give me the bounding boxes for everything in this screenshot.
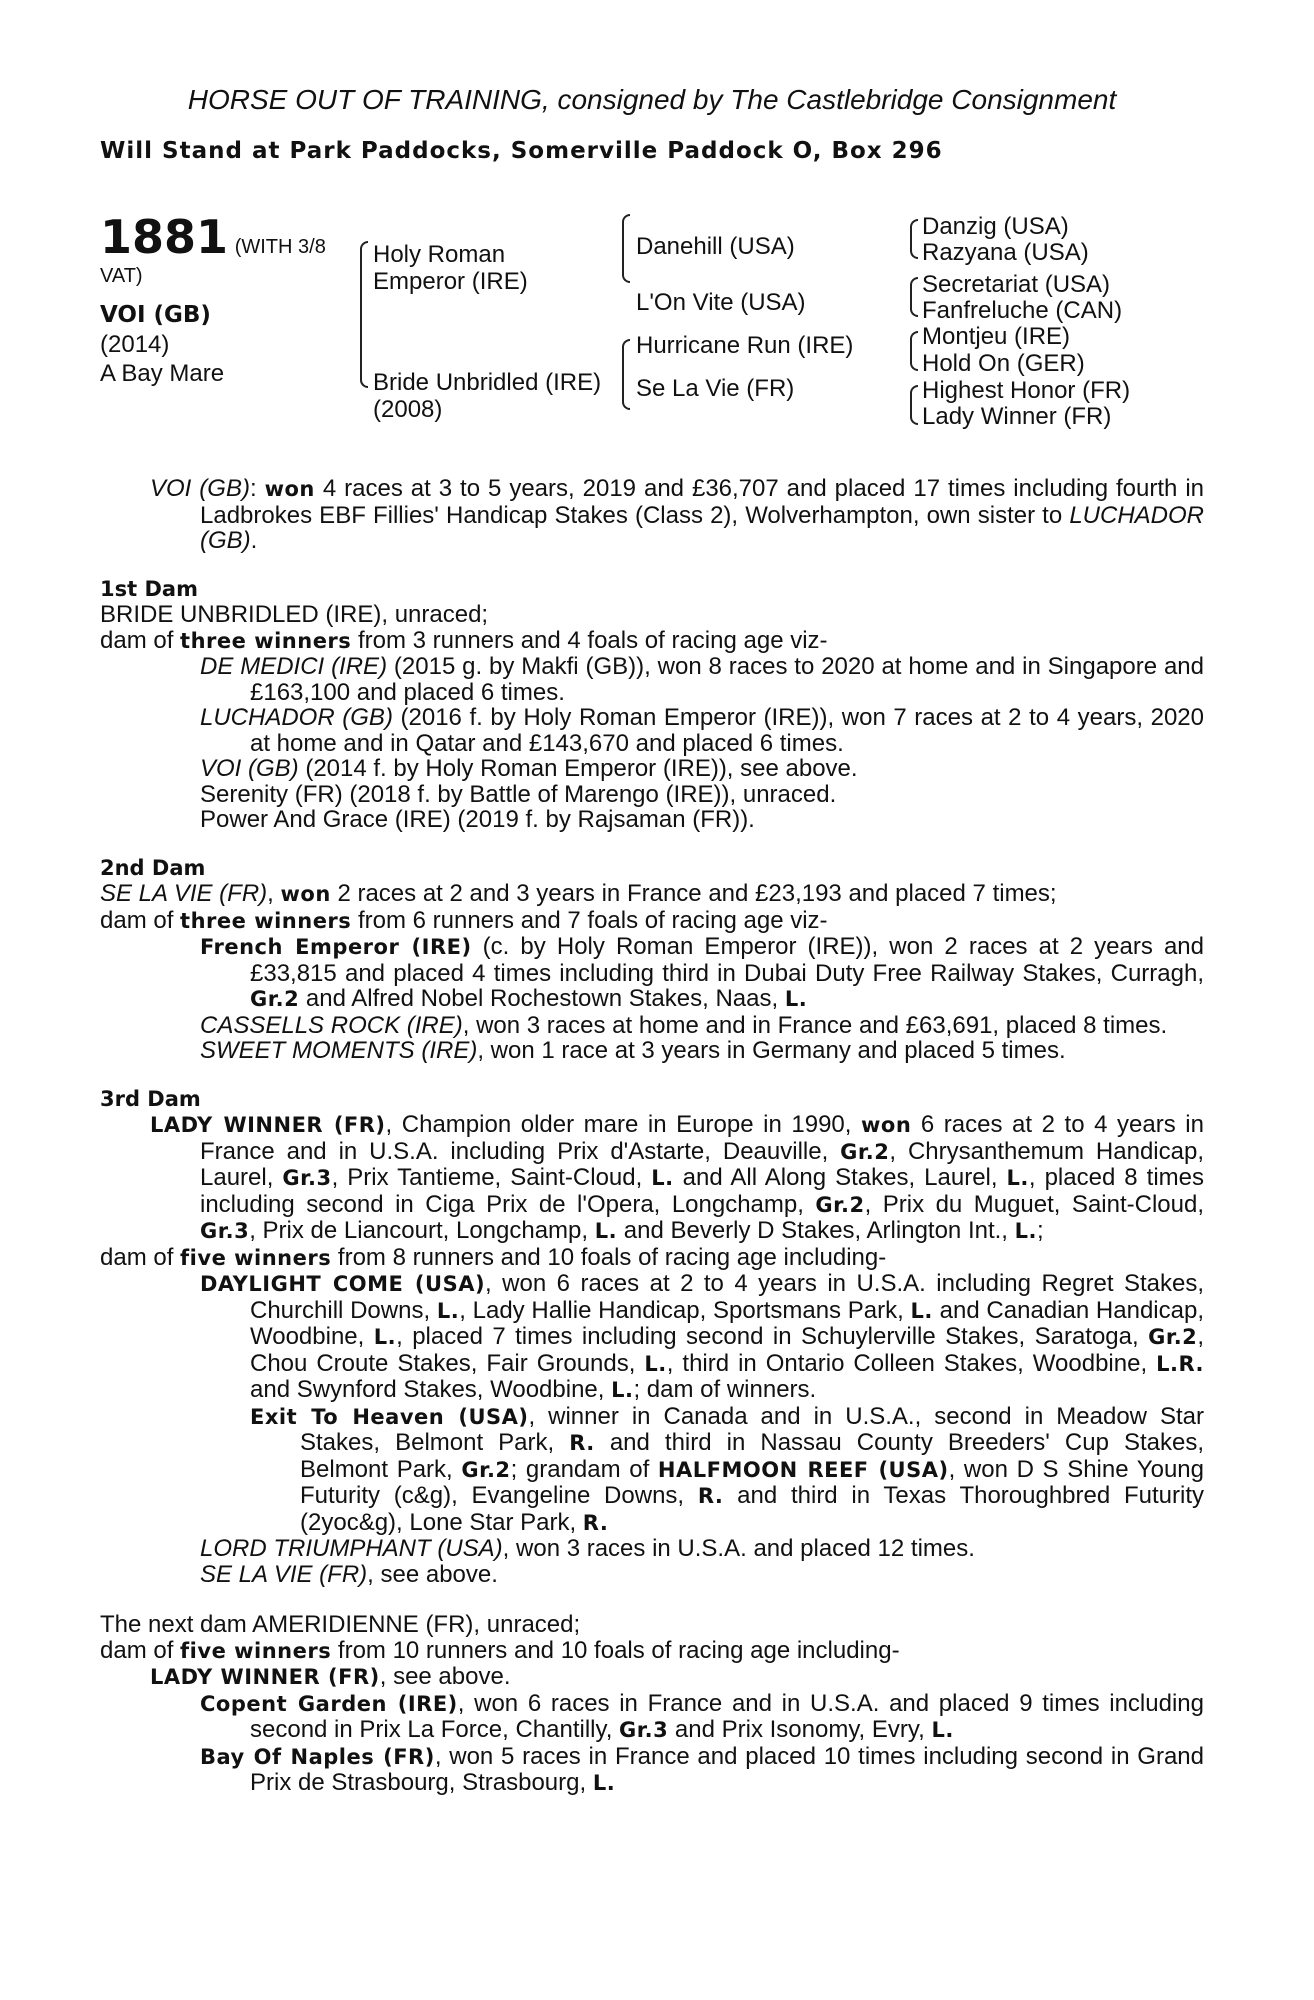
produce-lady-winner: LADY WINNER (FR), see above. (150, 1663, 511, 1690)
catalogue-page (100, 84, 1205, 1796)
pedigree-dss: Montjeu (IRE) (922, 323, 1071, 350)
pedigree-notes (100, 476, 1204, 1797)
produce-voi: VOI (GB) (2014 f. by Holy Roman Emperor (IRE)), see above. (200, 755, 858, 782)
pedigree-ssd: Razyana (USA) (922, 239, 1089, 266)
pedigree-dam: Bride Unbridled (IRE) (2008) (373, 369, 602, 423)
ds-brace (910, 331, 918, 371)
ss-brace (910, 219, 918, 259)
third-dam-produce: dam of five winners from 8 runners and 10 foals of racing age including- (100, 1243, 887, 1271)
pedigree-ddd: Lady Winner (FR) (922, 403, 1112, 430)
lot-vat-2: VAT) (100, 265, 143, 287)
dd-brace (910, 385, 918, 425)
second-dam-line: SE LA VIE (FR), won 2 races at 2 and 3 years in France and £23,193 and placed 7 times; (100, 880, 1057, 907)
horse-year: (2014) (100, 331, 170, 358)
pedigree-chart (100, 209, 1204, 459)
first-dam-line: BRIDE UNBRIDLED (IRE), unraced; (100, 601, 489, 628)
pedigree-ds: Hurricane Run (IRE) (636, 332, 854, 359)
pedigree-sss: Danzig (USA) (922, 213, 1069, 240)
produce-exit-to-heaven: Exit To Heaven (USA), winner in Canada and in U.S.A., second in Meadow Star Stakes, Belmont Park, R. and third in Nassau County Breeders' Cup Stakes, Belmont Park, Gr.2; grandam of HALFMOON REEF (USA), won D S Shine Young Futurity (c&g), Evangeline Downs, R. and third in Texas Thoroughbred Futurity (2yoc&g), Lone Star Park, R. (250, 1402, 1204, 1536)
sire-dam-brace (360, 241, 368, 388)
second-dam-produce: dam of three winners from 6 runners and 7 foals of racing age viz- (100, 906, 828, 934)
next-dam-line: The next dam AMERIDIENNE (FR), unraced; (100, 1611, 581, 1638)
produce-daylight-come: DAYLIGHT COME (USA), won 6 races at 2 to 4 years in U.S.A. including Regret Stakes, Churchill Downs, L., Lady Hallie Handicap, Sportsmans Park, L. and Canadian Handicap, Woodbine, L., placed 7 times including second in Schuylerville Stakes, Saratoga, Gr.2, Chou Croute Stakes, Fair Grounds, L., third in Ontario Colleen Stakes, Woodbine, L.R. and Swynford Stakes, Woodbine, L.; dam of winners. (200, 1270, 1204, 1403)
pedigree-sire: Holy Roman Emperor (IRE) (373, 241, 528, 295)
pedigree-dd: Se La Vie (FR) (636, 375, 795, 402)
produce-french-emperor: French Emperor (IRE) (c. by Holy Roman Emperor (IRE)), won 2 races at 2 years and £33,815 and placed 4 times including third in Dubai Duty Free Railway Stakes, Curragh, Gr.2 and Alfred Nobel Rochestown Stakes, Naas, L. (200, 933, 1204, 1012)
produce-lord-triumphant: LORD TRIUMPHANT (USA), won 3 races in U.S.A. and placed 12 times. (200, 1535, 975, 1562)
horse-name: VOI (GB) (100, 302, 211, 328)
page-title: HORSE OUT OF TRAINING, consigned by The Castlebridge Consignment (187, 84, 1117, 115)
horse-summary: VOI (GB): won 4 races at 3 to 5 years, 2019 and £36,707 and placed 17 times including fourth in Ladbrokes EBF Fillies' Handicap Stakes (Class 2), Wolverhampton, own sister to LUCHADOR (GB). (150, 475, 1205, 554)
pedigree-dds: Highest Honor (FR) (922, 377, 1131, 404)
stand-location: Will Stand at Park Paddocks, Somerville Paddock O, Box 296 (100, 138, 943, 164)
pedigree-sds: Secretariat (USA) (922, 271, 1111, 298)
produce-cassells-rock: CASSELLS ROCK (IRE), won 3 races at home and in France and £63,691, placed 8 times. (200, 1011, 1168, 1039)
first-dam-heading: 1st Dam (100, 576, 198, 601)
second-dam-heading: 2nd Dam (100, 855, 206, 880)
pedigree-ss: Danehill (USA) (636, 233, 795, 260)
third-dam-heading: 3rd Dam (100, 1086, 201, 1111)
horse-description: A Bay Mare (100, 360, 225, 387)
pedigree-sd: L'On Vite (USA) (636, 289, 806, 316)
produce-power-and-grace: Power And Grace (IRE) (2019 f. by Rajsaman (FR)). (200, 806, 755, 833)
produce-de-medici: DE MEDICI (IRE) (2015 g. by Makfi (GB)), won 8 races to 2020 at home and in Singapore and £163,100 and placed 6 times. (200, 653, 1204, 706)
lot-number: 1881 (100, 210, 229, 264)
third-dam-line: LADY WINNER (FR), Champion older mare in Europe in 1990, won 6 races at 2 to 4 years in France and in U.S.A. including Prix d'Astarte, Deauville, Gr.2, Chrysanthemum Handicap, Laurel, Gr.3, Prix Tantieme, Saint-Cloud, L. and All Along Stakes, Laurel, L., placed 8 times including second in Ciga Prix de l'Opera, Longchamp, Gr.2, Prix du Muguet, Saint-Cloud, Gr.3, Prix de Liancourt, Longchamp, L. and Beverly D Stakes, Arlington Int., L.; (150, 1111, 1205, 1244)
sd-brace (910, 277, 918, 317)
produce-bay-of-naples: Bay Of Naples (FR), won 5 races in France and placed 10 times including second in Grand Prix de Strasbourg, Strasbourg, L. (200, 1742, 1204, 1796)
lot-vat: (WITH 3/8 (234, 236, 326, 258)
first-dam-produce: dam of three winners from 3 runners and 4 foals of racing age viz- (100, 626, 828, 654)
next-dam-produce: dam of five winners from 10 runners and 10 foals of racing age including- (100, 1636, 900, 1664)
pedigree-sdd: Fanfreluche (CAN) (922, 297, 1123, 324)
produce-luchador: LUCHADOR (GB) (2016 f. by Holy Roman Emperor (IRE)), won 7 races at 2 to 4 years, 2020 at home and in Qatar and £143,670 and placed 6 times. (200, 704, 1204, 757)
pedigree-dsd: Hold On (GER) (922, 350, 1085, 377)
produce-sweet-moments: SWEET MOMENTS (IRE), won 1 race at 3 years in Germany and placed 5 times. (200, 1037, 1066, 1064)
produce-se-la-vie: SE LA VIE (FR), see above. (200, 1560, 498, 1588)
produce-copent-garden: Copent Garden (IRE), won 6 races in France and in U.S.A. and placed 9 times including second in Prix La Force, Chantilly, Gr.3 and Prix Isonomy, Evry, L. (200, 1689, 1204, 1743)
produce-serenity: Serenity (FR) (2018 f. by Battle of Marengo (IRE)), unraced. (200, 780, 837, 808)
dam-line-brace (622, 339, 630, 410)
sire-line-brace (622, 214, 630, 283)
